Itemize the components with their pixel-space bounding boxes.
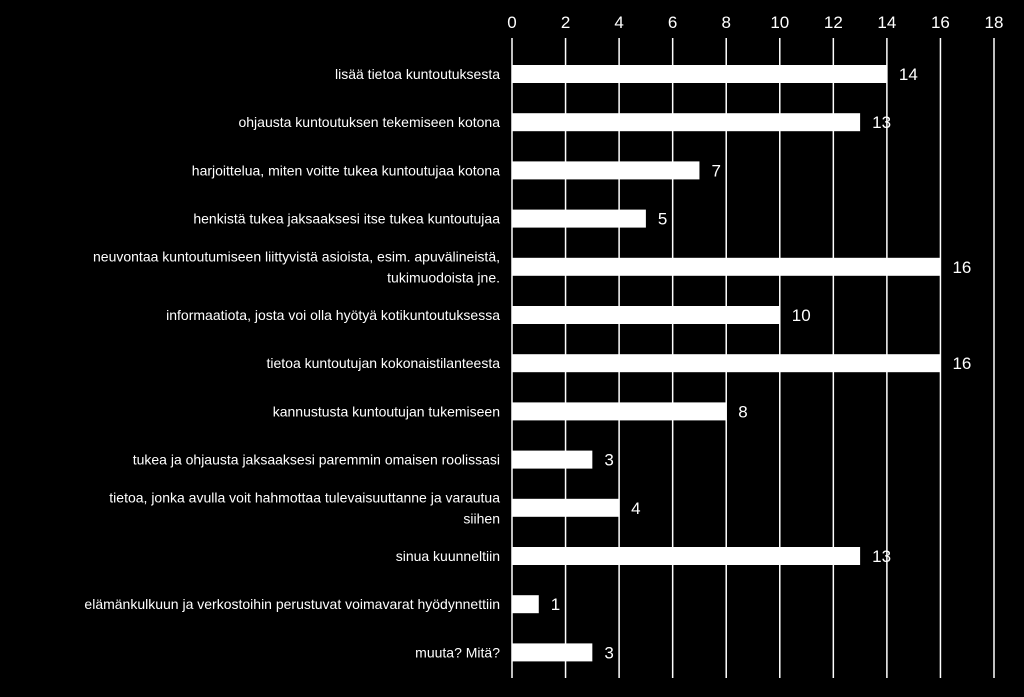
data-label: 16 <box>952 257 972 277</box>
x-tick-label: 4 <box>614 13 624 32</box>
bar <box>512 499 619 517</box>
data-label: 5 <box>657 209 668 229</box>
data-label: 13 <box>872 113 892 133</box>
category-label: neuvontaa kuntoutumiseen liittyvistä asioista, esim. apuvälineistä, <box>93 248 500 265</box>
category-label: tietoa, jonka avulla voit hahmottaa tulevaisuuttanne ja varautua <box>109 489 500 506</box>
category-label: muuta? Mitä? <box>415 644 500 661</box>
x-tick-label: 12 <box>823 13 843 32</box>
bar <box>512 451 592 469</box>
data-label: 3 <box>604 450 614 470</box>
bar <box>512 113 860 131</box>
category-label: tietoa kuntoutujan kokonaistilanteesta <box>266 355 500 372</box>
category-labels <box>84 66 500 660</box>
category-label: informaatiota, josta voi olla hyötyä kotikuntoutuksessa <box>166 307 500 323</box>
category-label: sinua kuunneltiin <box>395 548 500 564</box>
bar <box>512 258 940 276</box>
category-label: kannustusta kuntoutujan tukemiseen <box>272 403 500 420</box>
category-label: tukea ja ohjausta jaksaaksesi paremmin omaisen roolissasi <box>132 451 500 468</box>
data-label: 13 <box>872 547 892 566</box>
bar <box>512 210 646 228</box>
category-label: tukimuodoista jne. <box>387 269 500 286</box>
bar <box>512 643 592 661</box>
x-tick-label: 0 <box>507 13 517 32</box>
x-tick-label: 2 <box>560 13 571 32</box>
data-label: 1 <box>550 595 561 615</box>
x-tick-label: 10 <box>770 13 790 32</box>
x-tick-label: 16 <box>930 13 950 32</box>
data-label: 7 <box>711 161 721 181</box>
x-tick-label: 8 <box>721 13 731 32</box>
data-label: 3 <box>604 643 614 663</box>
bar <box>512 595 539 613</box>
data-label: 8 <box>738 402 748 422</box>
category-label: harjoittelua, miten voitte tukea kuntoutujaa kotona <box>191 162 500 179</box>
category-label: lisää tietoa kuntoutuksesta <box>335 66 500 82</box>
bar <box>512 161 699 179</box>
data-label: 10 <box>791 306 811 325</box>
category-label: henkistä tukea jaksaaksesi itse tukea kuntoutujaa <box>193 210 500 227</box>
data-label: 16 <box>952 354 972 374</box>
bar <box>512 547 860 565</box>
data-label: 4 <box>631 498 641 518</box>
category-label: ohjausta kuntoutuksen tekemiseen kotona <box>238 114 500 131</box>
bar <box>512 354 940 372</box>
category-label: siihen <box>463 510 500 527</box>
x-tick-label: 6 <box>667 13 678 32</box>
bar <box>512 65 887 83</box>
x-tick-label: 18 <box>984 13 1004 32</box>
bar <box>512 402 726 420</box>
bar <box>512 306 780 324</box>
x-axis-ticks <box>507 13 1003 32</box>
data-label: 14 <box>898 65 918 84</box>
category-label: elämänkulkuun ja verkostoihin perustuvat voimavarat hyödynnettiin <box>84 596 500 613</box>
x-tick-label: 14 <box>877 13 897 32</box>
